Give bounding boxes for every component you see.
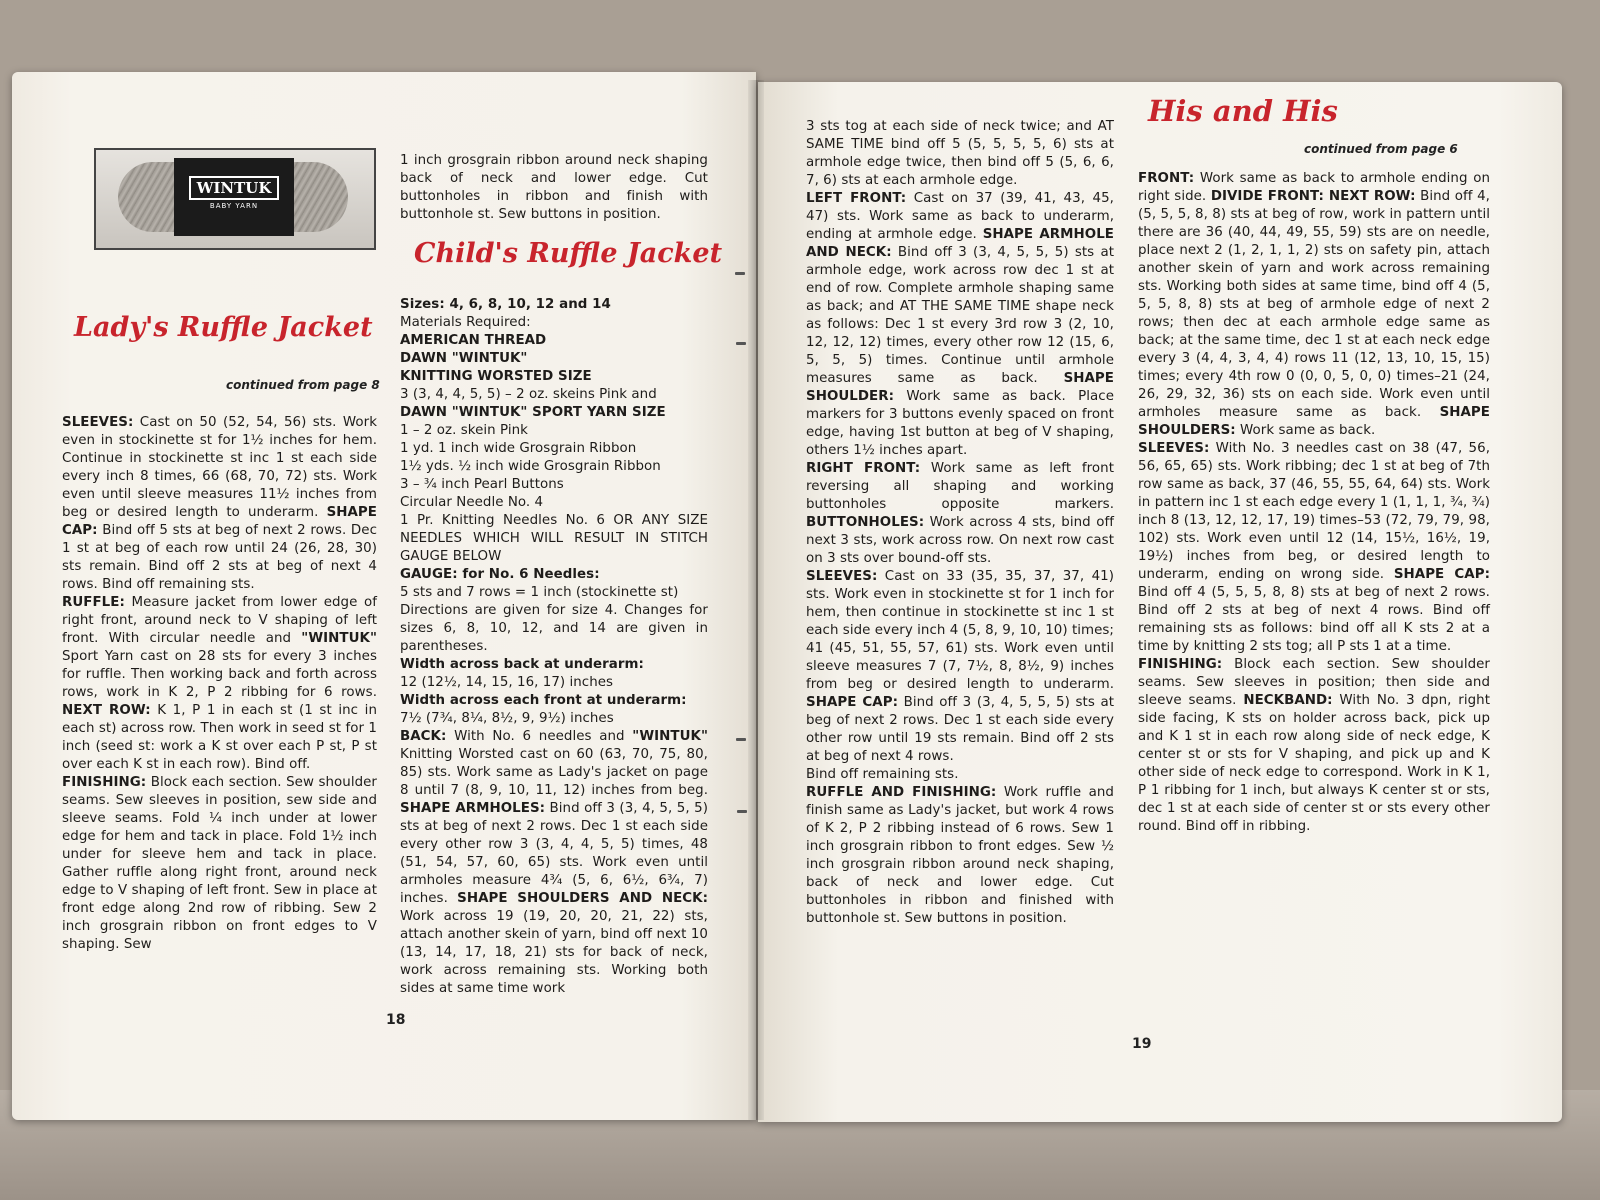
body-text: 5 sts and 7 rows = 1 inch (stockinette st) Directions are given for size 4. Changes for sizes 6, 8, 10, 12, and 14 are given in parentheses. [400,585,708,654]
child-title: Child's Ruffle Jacket [414,238,723,269]
body-text: Bind off 5 sts at beg of next 2 rows. Dec 1 st at beg of each row until 24 (26, 28, 30) sts remain. Bind off 2 sts at beg of next 4 rows. Bind off remaining sts. [62,523,377,592]
staple [736,738,746,741]
heading-text: SHAPE SHOULDER: [806,371,1114,404]
heading-text: GAUGE: for No. 6 Needles: [400,567,600,582]
heading-text: SLEEVES: [62,415,134,430]
body-text: 3 sts tog at each side of neck twice; and AT SAME TIME bind off 5 (5, 5, 5, 5, 6) sts at armhole edge twice, then bind off 5 (5, 6, 6, 7, 6) sts at each armhole edge. [806,119,1114,188]
heading-text: RUFFLE AND FINISHING: [806,785,997,800]
body-text: Bind off 3 (3, 4, 5, 5, 5) sts at armhole edge, work across row dec 1 st at end of row. Complete armhole shaping same as back; and AT THE SAME TIME shape neck as follows: Dec 1 st every 3rd row 3 (2, 10, 12, 12, 12) times, every other row 12 (15, 6, 5, 5, 5) times. Continue until armhole measures same as back. [806,245,1115,386]
body-text: 1 – 2 oz. skein Pink 1 yd. 1 inch wide Grosgrain Ribbon 1½ yds. ½ inch wide Grosgrain Ribbon 3 – ¾ inch Pearl Buttons Circular Needle No. 4 1 Pr. Knitting Needles No. 6 OR ANY SIZE NEEDLES WHICH WILL RESULT IN STITCH GAUGE BELOW [400,423,708,564]
heading-text: "WINTUK" [301,631,377,646]
yarn-brand-label: WINTUK [189,176,280,200]
heading-text: SLEEVES: [1138,441,1210,456]
heading-text: SHAPE ARMHOLES: [400,801,546,816]
body-text: Block each section. Sew shoulder seams. Sew sleeves in position; then side and sleeve seams. [1138,657,1490,708]
heading-text: SHAPE CAP: [806,695,898,710]
heading-text: Width across each front at underarm: [400,693,687,708]
yarn-skein-photo [94,148,376,250]
heading-text: BUTTONHOLES: [806,515,925,530]
body-text: Bind off 4, (5, 5, 5, 8, 8) sts at beg of row, work in pattern until there are 36 (40, 44, 49, 55, 59) sts are on needle, place next 2 (1, 2, 1, 1, 2) sts on safety pin, attach another skein of yarn and work across remaining sts. Working both sides at same time, bind off 4 (5, 5, 5, 8, 8) sts at beg of armhole edge of next 2 rows; then dec at each armhole edge same as back; at the same time, dec 1 st at each neck edge every 3 (4, 4, 3, 4, 4) rows 11 (12, 13, 10, 15, 15) times; every 4th row 0 (0, 0, 5, 0, 0) times–21 (24, 26, 29, 32, 36) sts on each side. Work even until armholes measure same as back. [1138,189,1490,420]
heading-text: FINISHING: [62,775,147,790]
heading-text: Sizes: 4, 6, 8, 10, 12 and 14 [400,297,611,312]
heading-text: LEFT FRONT: [806,191,907,206]
child-column-text [400,296,708,998]
book-gutter [748,80,764,1120]
lady-continued-note: continued from page 8 [226,378,380,392]
heading-text: SHAPE CAP: [1393,567,1490,582]
heading-text: Width across back at underarm: [400,657,644,672]
heading-text: NECKBAND: [1243,693,1333,708]
heading-text: SHAPE SHOULDERS AND NECK: [457,891,708,906]
heading-text: AMERICAN THREAD DAWN "WINTUK" KNITTING WORSTED SIZE [400,333,592,384]
body-text: 7½ (7¾, 8¼, 8½, 9, 9½) inches [400,711,614,726]
body-text: Cast on 33 (35, 35, 37, 37, 41) sts. Work even in stockinette st for 1 inch for hem, then continue in stockinette st inc 1 st each side every inch 4 (5, 8, 9, 10, 10) times; 41 (45, 51, 55, 57, 61) sts. Work even until sleeve measures 7 (7, 7½, 8, 8½, 9) inches from beg or desired length to underarm. [806,569,1114,692]
heading-text: FINISHING: [1138,657,1223,672]
yarn-label-band [174,158,294,236]
body-text: Materials Required: [400,315,531,330]
body-text: Cast on 37 (39, 41, 43, 45, 47) sts. Work same as back to underarm, ending at armhole edge. [806,191,1114,242]
body-text: Work same as back. [1240,423,1376,438]
body-text: Work across 4 sts, bind off next 3 sts, work across row. On next row cast on 3 sts over bound-off sts. [806,515,1114,566]
heading-text: SLEEVES: [806,569,878,584]
lady-title: Lady's Ruffle Jacket [74,312,373,343]
heading-text: SHAPE ARMHOLE AND NECK: [806,227,1114,260]
heading-text: SHAPE CAP: [62,505,377,538]
staple [735,272,745,275]
body-text: 3 (3, 4, 4, 5, 5) – 2 oz. skeins Pink and [400,387,657,402]
staple [736,342,746,345]
heading-text: DAWN "WINTUK" SPORT YARN SIZE [400,405,666,420]
left-column-text [62,414,377,954]
body-text: Work same as back. Place markers for 3 buttons evenly spaced on front edge, having 1st button at beg of V shaping, others 1½ inches apart. [806,389,1114,458]
body-text: Work same as left front reversing all shaping and working buttonholes opposite markers. [806,461,1114,512]
body-text: Cast on 50 (52, 54, 56) sts. Work even in stockinette st for 1½ inches for hem. Continue in stockinette st inc 1 st each side every inch 8 times, 66 (68, 70, 72) sts. Work even until sleeve measures 11½ inches from beg or desired length to underarm. [62,415,377,520]
heading-text: DIVIDE FRONT: NEXT ROW: [1210,189,1416,204]
body-text: Work ruffle and finish same as Lady's jacket, but work 4 rows of K 2, P 2 ribbing instead of 6 rows. Sew 1 inch grosgrain ribbon to front edges. Sew ½ inch grosgrain ribbon around neck shaping, back of neck and lower edge. Cut buttonholes in ribbon and finished with buttonhole st. Sew buttons in position. [806,785,1114,926]
his-continued-note: continued from page 6 [1304,142,1458,156]
staple [737,810,747,813]
heading-text: RIGHT FRONT: [806,461,921,476]
heading-text: RUFFLE: [62,595,125,610]
body-text: 12 (12½, 14, 15, 16, 17) inches [400,675,614,690]
heading-text: "WINTUK" [632,729,708,744]
body-text: Block each section. Sew shoulder seams. Sew sleeves in position, sew side and sleeve seams. Fold ¼ inch under at lower edge for hem and tack in place. Fold 1½ inch under for sleeve hem and tack in place. Gather ruffle along right front, around neck edge to V shaping of left front. Sew in place at front edge along 2nd row of ribbing. Sew 2 inch grosgrain ribbon on front edges to V shaping. Sew [62,775,377,952]
body-text: Work same as back to armhole ending on right side. [1138,171,1490,204]
his-title: His and His [1148,94,1338,128]
body-text: With No. 3 needles cast on 38 (47, 56, 56, 65, 65) sts. Work ribbing; dec 1 st at beg of 7th row same as back, 37 (46, 55, 55, 64, 64) sts. Work in pattern inc 1 st each edge every 1 (1, 1, 1, ¾, ¾) inch 8 (13, 12, 12, 17, 19) times–53 (72, 79, 79, 98, 102) sts. Work even until 12 (14, 15½, 16½, 19, 19½) inches from beg, or desired length to underarm, ending on wrong side. [1138,441,1490,582]
yarn-sub-label: BABY YARN [209,202,259,210]
body-text: Knitting Worsted cast on 60 (63, 70, 75, 80, 85) sts. Work same as Lady's jacket on page 8 until 7 (8, 9, 10, 11, 12) inches from beg. [400,747,708,798]
body-text: K 1, P 1 in each st (1 st inc in each st) across row. Then work in seed st for 1 inch (seed st: work a K st over each P st, P st over each K st in each row). Bind off. [62,703,377,772]
body-text: Bind off 4 (5, 5, 5, 8, 8) sts at beg of next 2 rows. Bind off 2 sts at beg of next 4 rows. Bind off remaining sts as follows: bind off all K sts 2 at a time by knitting 2 sts tog; all P sts 1 at a time. [1138,585,1490,654]
body-text: Sport Yarn cast on 28 sts for every 3 inches for ruffle. Then working back and forth across rows, work in K 2, P 2 ribbing for 6 rows. [62,649,377,700]
body-text: Bind off 3 (3, 4, 5, 5, 5) sts at beg of next 2 rows. Dec 1 st each side every other row 3 (3, 4, 4, 5, 5) times, 48 (51, 54, 57, 60, 65) sts. Work even until armholes measure 4¾ (5, 6, 6½, 6¾, 7) inches. [400,801,708,906]
body-text: With No. 3 dpn, right side facing, K sts on holder across back, pick up and K 1 st in each row along side of neck edge, K center st or sts for V shaping, and pick up and K other side of neck edge to correspond. Work in K 1, P 1 ribbing for 1 inch, but always K center st or sts, dec 1 st at each side of center st or sts every other round. Bind off in ribbing. [1138,693,1491,834]
heading-text: BACK: [400,729,447,744]
page-number-right: 19 [1132,1036,1152,1052]
his-column-text [1138,170,1490,836]
heading-text: NEXT ROW: [62,703,151,718]
right-column-text [806,118,1114,928]
body-text: Measure jacket from lower edge of right front, around neck to V shaping of left front. With circular needle and [62,595,377,646]
body-text: Bind off 3 (3, 4, 5, 5, 5) sts at beg of next 2 rows. Dec 1 st each side every other row until 19 sts remain. Bind off 2 sts at beg of next 4 rows. Bind off remaining sts. [806,695,1114,782]
page-number-left: 18 [386,1012,406,1028]
body-text: Work across 19 (19, 20, 20, 21, 22) sts, attach another skein of yarn, bind off next 10 (13, 14, 17, 18, 21) sts for back of neck, work across remaining sts. Working both sides at same time work [400,909,708,996]
body-text: With No. 6 needles and [446,729,633,744]
child-intro-text: 1 inch grosgrain ribbon around neck shaping back of neck and lower edge. Cut buttonholes in ribbon and finish with buttonhole st. Sew buttons in position. [400,153,708,222]
heading-text: SHAPE SHOULDERS: [1138,405,1490,438]
heading-text: FRONT: [1138,171,1195,186]
